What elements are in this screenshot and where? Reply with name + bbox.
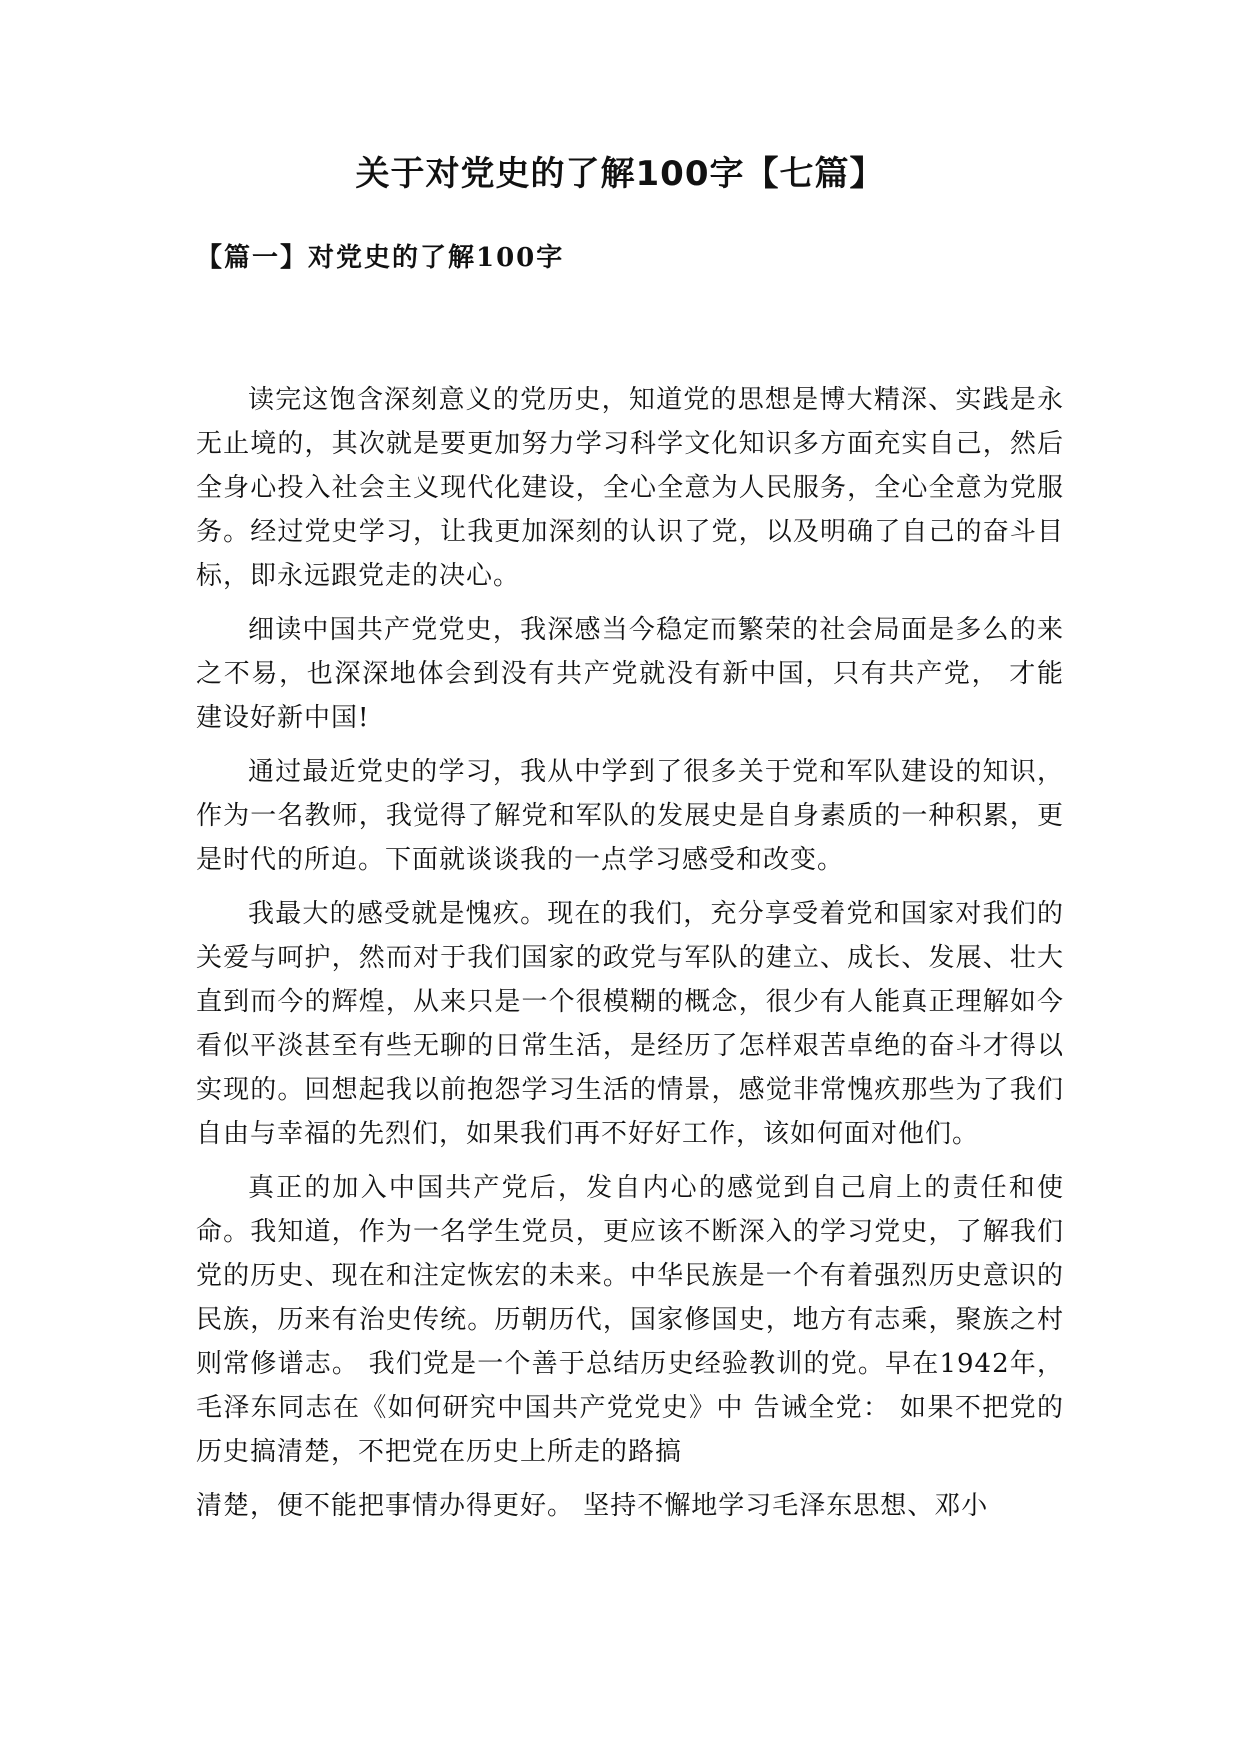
body-text (196, 378, 1064, 1538)
paragraph: 读完这饱含深刻意义的党历史，知道党的思想是博大精深、实践是永无止境的，其次就是要更加努力学习科学文化知识多方面充实自己，然后全身心投入社会主义现代化建设，全心全意为人民服务，全心全意为党服务。经过党史学习，让我更加深刻的认识了党，以及明确了自己的奋斗目标，即永远跟党走的决心。 (196, 385, 1064, 591)
paragraph: 我最大的感受就是愧疚。现在的我们，充分享受着党和国家对我们的关爱与呵护，然而对于我们国家的政党与军队的建立、成长、发展、壮大直到而今的辉煌，从来只是一个很模糊的概念，很少有人能真正理解如今看似平淡甚至有些无聊的日常生活，是经历了怎样艰苦卓绝的奋斗才得以实现的。回想起我以前抱怨学习生活的情景，感觉非常愧疚那些为了我们自由与幸福的先烈们，如果我们再不好好工作，该如何面对他们。 (196, 899, 1064, 1149)
paragraph: 通过最近党史的学习，我从中学到了很多关于党和军队建设的知识，作为一名教师，我觉得了解党和军队的发展史是自身素质的一种积累，更是时代的所迫。下面就谈谈我的一点学习感受和改变。 (196, 757, 1064, 875)
paragraph: 真正的加入中国共产党后，发自内心的感觉到自己肩上的责任和使命。我知道，作为一名学生党员，更应该不断深入的学习党史，了解我们党的历史、现在和注定恢宏的未来。中华民族是一个有着强烈历史意识的民族，历来有治史传统。历朝历代，国家修国史，地方有志乘，聚族之村则常修谱志。 我们党是一个善于总结历史经验教训的党。早在1942年，毛泽东同志在《如何研究中国共产党党史》中 告诫全党： 如果不把党的历史搞清楚，不把党在历史上所走的路搞 (196, 1173, 1064, 1467)
paragraph: 清楚，便不能把事情办得更好。 坚持不懈地学习毛泽东思想、邓小 (196, 1491, 989, 1521)
document-title: 关于对党史的了解100字【七篇】 (355, 154, 885, 194)
paragraph: 细读中国共产党党史，我深感当今稳定而繁荣的社会局面是多么的来之不易，也深深地体会到没有共产党就没有新中国，只有共产党， 才能建设好新中国! (196, 615, 1064, 733)
section-heading: 【篇一】对党史的了解100字 (196, 243, 565, 273)
